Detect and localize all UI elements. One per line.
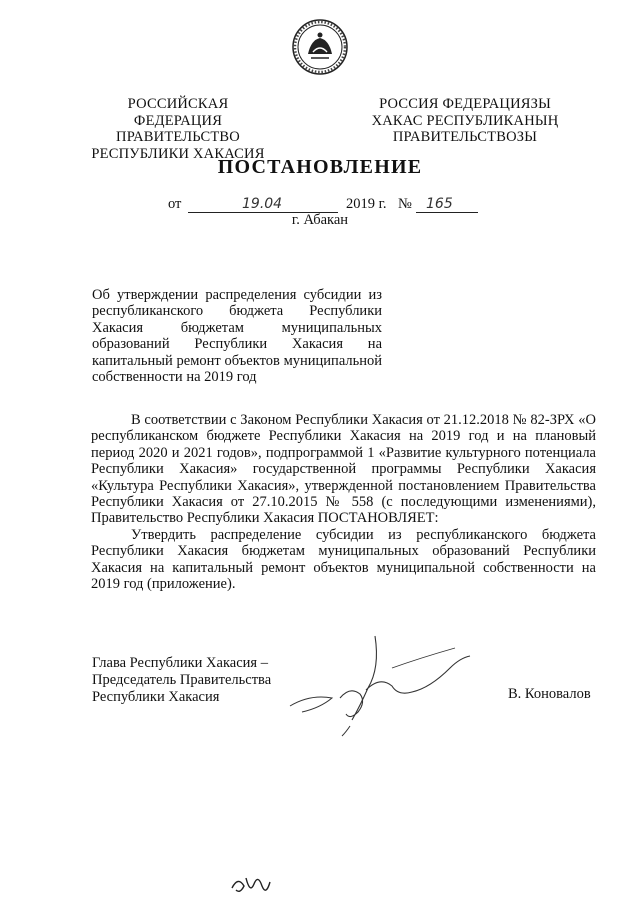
date-underline	[188, 196, 338, 213]
header-left-line: РОССИЙСКАЯ ФЕДЕРАЦИЯ	[127, 96, 229, 129]
date-value: 19.04	[242, 196, 283, 212]
subject-line: образований Республики Хакасия на	[92, 336, 382, 353]
signatory-position-line: Глава Республики Хакасия –	[92, 655, 268, 671]
header-right-line: ХАКАС РЕСПУБЛИКАНЫҢ	[371, 112, 559, 129]
header-right-line: ПРАВИТЕЛЬСТВОЗЫ	[392, 129, 538, 145]
republic-khakassia-emblem-icon	[291, 18, 349, 76]
body-paragraph: Утвердить распределение субсидии из республиканского бюджета Республики Хакасия бюджетам муниципальных образований Республики Хакасия на капитальный ремонт объектов муниципальной собственности на 2019 год (приложение).	[91, 526, 596, 593]
subject-block	[92, 287, 382, 385]
number-label: №	[398, 196, 412, 212]
body-text	[91, 412, 596, 592]
header-left-line: ПРАВИТЕЛЬСТВО	[116, 129, 240, 145]
number-underline	[416, 196, 478, 213]
signatory-position-line: Республики Хакасия	[92, 689, 220, 705]
date-year: 2019 г.	[346, 196, 387, 212]
date-prefix: от	[168, 196, 182, 212]
subject-line: собственности на 2019 год	[92, 369, 257, 386]
document-title: ПОСТАНОВЛЕНИЕ	[217, 156, 423, 178]
handwritten-mark	[228, 868, 276, 898]
header-left	[82, 96, 274, 162]
subject-line: Об утверждении распределения субсидии из	[92, 287, 382, 303]
subject-line: республиканского бюджета Республики	[92, 303, 382, 320]
signatory-position	[92, 655, 271, 706]
handwritten-signature	[280, 628, 480, 738]
header-right	[356, 96, 574, 146]
signatory-position-line: Председатель Правительства	[92, 672, 272, 688]
body-paragraph: В соответствии с Законом Республики Хакасия от 21.12.2018 № 82-ЗРХ «О республиканском бюджете Республики Хакасия на 2019 год и на плановый период 2020 и 2021 годов», подпрограммой 1 «Развитие культурного потенциала Республики Хакасия» государственной программы Республики Хакасия «Культура Республики Хакасия», утвержденной постановлением Правительства Республики Хакасия от 27.10.2015 № 558 (с последующими изменениями), Правительство Республики Хакасия ПОСТАНОВЛЯЕТ:	[91, 412, 596, 527]
header-right-line: РОССИЯ ФЕДЕРАЦИЯЗЫ	[379, 96, 551, 112]
signatory-name: В. Коновалов	[508, 686, 591, 702]
number-value: 165	[426, 196, 453, 212]
subject-line: капитальный ремонт объектов муниципальной	[92, 352, 382, 369]
city: г. Абакан	[291, 212, 349, 228]
header-left-line: РЕСПУБЛИКИ ХАКАСИЯ	[91, 145, 265, 162]
subject-line: Хакасия бюджетам муниципальных	[92, 319, 382, 336]
